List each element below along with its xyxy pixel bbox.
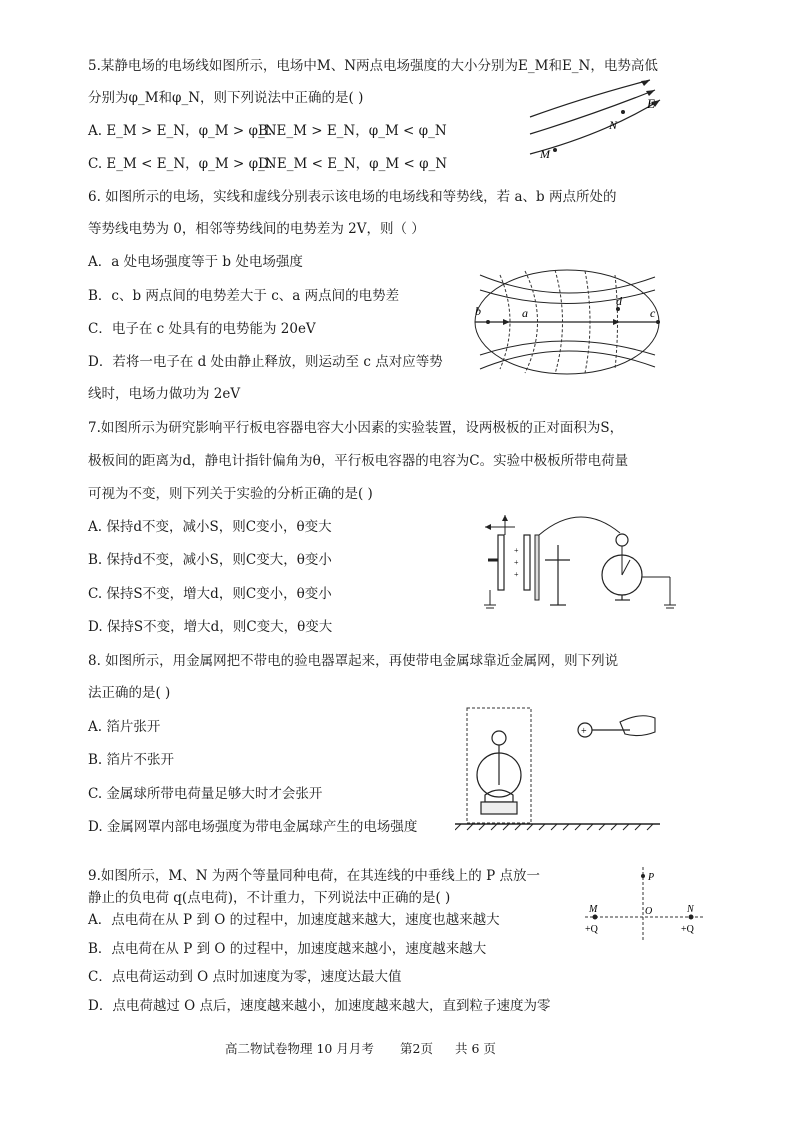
- svg-text:+: +: [514, 546, 519, 555]
- svg-text:+: +: [581, 726, 587, 737]
- q7-capacitor-figure: [470, 505, 685, 625]
- q7-stem-line1: 7.如图所示为研究影响平行板电容器电容大小因素的实验装置，设两极板的正对面积为S，: [88, 420, 624, 436]
- q5-option-d: D. E_M < E_N，φ_M < φ_N: [258, 156, 448, 172]
- q9-option-b: B．点电荷在从 P 到 O 的过程中，加速度越来越小，速度越来越大: [88, 941, 487, 957]
- q7-option-a: A. 保持d不变，减小S，则C变小，θ变大: [88, 519, 332, 535]
- q5-stem-line1: 5.某静电场的电场线如图所示，电场中M、N两点电场强度的大小分别为E_M和E_N，电势高低: [88, 58, 658, 74]
- q9-label-p: P: [648, 872, 655, 883]
- q7-option-b: B. 保持d不变，减小S，则C变大，θ变小: [88, 552, 332, 568]
- q6-label-c: c: [650, 306, 656, 320]
- q9-stem-line1: 9.如图所示，M、N 为两个等量同种电荷，在其连线的中垂线上的 P 点放一: [88, 868, 540, 884]
- q8-option-c: C. 金属球所带电荷量足够大时才会张开: [88, 786, 323, 802]
- q7-option-d: D. 保持S不变，增大d，则C变大，θ变大: [88, 619, 333, 635]
- q6-option-d-line2: 线时，电场力做功为 2eV: [88, 386, 241, 402]
- q8-stem-line1: 8. 如图所示，用金属网把不带电的验电器罩起来，再使带电金属球靠近金属网，则下列说: [88, 653, 619, 669]
- q9-label-charge-n: +Q: [681, 924, 694, 935]
- footer-total: 共 6 页: [455, 1041, 496, 1056]
- q5-stem-line2: 分别为φ_M和φ_N，则下列说法中正确的是( ): [88, 90, 364, 106]
- q9-option-d: D．点电荷越过 O 点后，速度越来越小，加速度越来越大，直到粒子速度为零: [88, 998, 551, 1014]
- q6-option-c: C．电子在 c 处具有的电势能为 20eV: [88, 321, 316, 337]
- svg-text:+: +: [514, 558, 519, 567]
- footer-page: 第2页: [400, 1041, 433, 1056]
- q9-option-a: A．点电荷在从 P 到 O 的过程中，加速度越来越大，速度也越来越大: [88, 912, 500, 928]
- q5-label-n: N: [609, 118, 618, 132]
- q6-stem-line2: 等势线电势为 0，相邻等势线间的电势差为 2V，则（ ）: [88, 221, 425, 237]
- q6-option-d-line1: D．若将一电子在 d 处由静止释放，则运动至 c 点对应等势: [88, 354, 443, 370]
- q6-option-a: A．a 处电场强度等于 b 处电场强度: [88, 254, 303, 270]
- q5-label-m: M: [540, 147, 550, 161]
- q5-option-a: A. E_M > E_N，φ_M > φ_N: [88, 123, 277, 139]
- footer-title: 高二物试卷物理 10 月月考: [225, 1041, 374, 1056]
- svg-text:+: +: [514, 570, 519, 579]
- q7-stem-line2: 极板间的距离为d，静电计指针偏角为θ，平行板电容器的电容为C。实验中极板所带电荷量: [88, 453, 629, 469]
- q8-stem-line2: 法正确的是( ): [88, 685, 171, 701]
- q9-stem-line2: 静止的负电荷 q(点电荷)，不计重力，下列说法中正确的是( ): [88, 890, 451, 906]
- q8-option-a: A. 箔片张开: [88, 719, 161, 735]
- q9-option-c: C．点电荷运动到 O 点时加速度为零，速度达最大值: [88, 969, 402, 985]
- q9-charges-figure: [575, 862, 715, 942]
- q6-label-a: a: [522, 306, 528, 320]
- q6-field-figure: [470, 265, 665, 385]
- q5-option-c: C. E_M < E_N，φ_M > φ_N: [88, 156, 277, 172]
- q9-label-m: M: [589, 904, 598, 915]
- q7-stem-line3: 可视为不变，则下列关于实验的分析正确的是( ): [88, 486, 373, 502]
- q6-stem-line1: 6. 如图所示的电场，实线和虚线分别表示该电场的电场线和等势线，若 a、b 两点所处的: [88, 189, 617, 205]
- q5-option-b: B. E_M > E_N，φ_M < φ_N: [258, 123, 447, 139]
- q6-option-b: B．c、b 两点间的电势差大于 c、a 两点间的电势差: [88, 288, 400, 304]
- q8-option-b: B. 箔片不张开: [88, 752, 175, 768]
- q9-label-n: N: [687, 904, 694, 915]
- q9-label-charge-m: +Q: [585, 924, 598, 935]
- q5-label-e: E: [647, 96, 655, 111]
- q5-field-lines-figure: [525, 72, 675, 172]
- q8-option-d: D. 金属网罩内部电场强度为带电金属球产生的电场强度: [88, 819, 418, 835]
- q7-option-c: C. 保持S不变，增大d，则C变小，θ变小: [88, 586, 332, 602]
- q9-label-o: O: [645, 906, 653, 917]
- q6-label-b: b: [475, 304, 481, 318]
- q6-label-d: d: [616, 294, 622, 308]
- q8-electroscope-figure: [455, 700, 665, 835]
